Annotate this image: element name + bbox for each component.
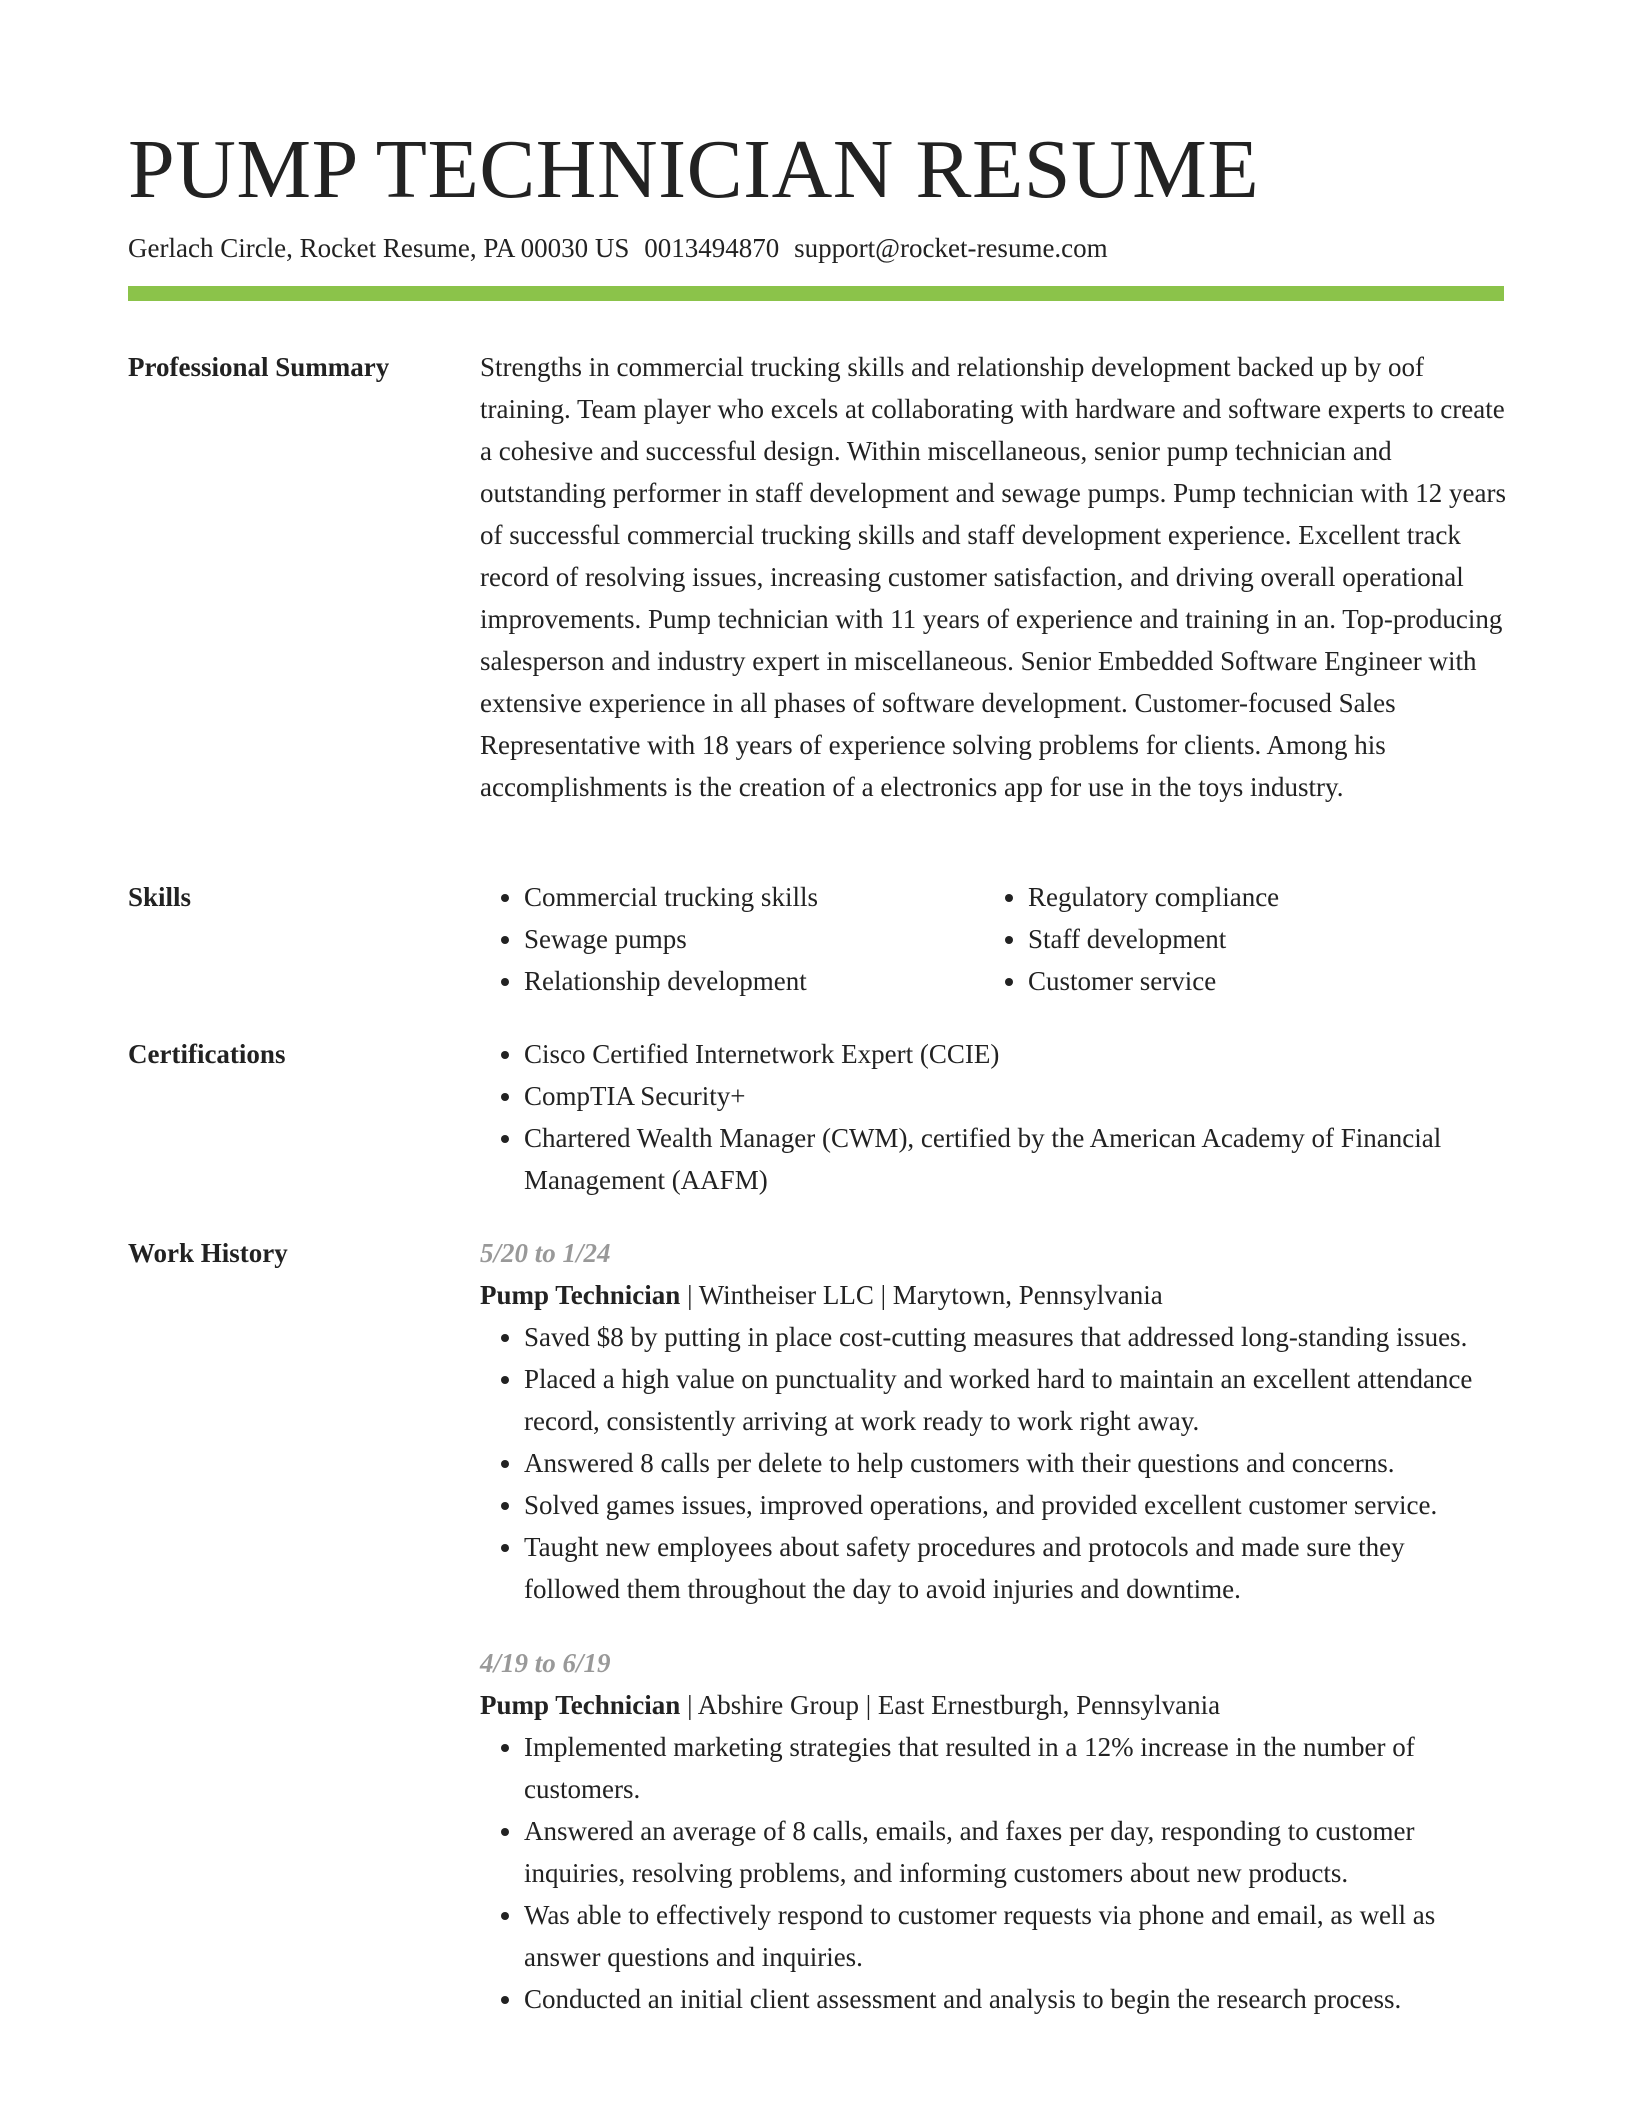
contact-line (128, 230, 1108, 266)
header-divider (128, 286, 1504, 301)
job-bullet: • Conducted an initial client assessment and analysis to begin the research process. (524, 1978, 1506, 2020)
skills-column-left (480, 876, 984, 1002)
certifications-list (480, 1033, 1506, 1201)
job-title: Pump Technician (480, 1280, 681, 1310)
job-details: | Abshire Group | East Ernestburgh, Pennsylvania (680, 1690, 1221, 1720)
contact-phone: 0013494870 (644, 233, 780, 263)
skill-item: • Relationship development (524, 960, 984, 1002)
job-dates: 5/20 to 1/24 (480, 1238, 611, 1268)
job-bullets (480, 1726, 1506, 2020)
summary-heading: Professional Summary (128, 352, 390, 382)
job-bullet: • Placed a high value on punctuality and worked hard to maintain an excellent attendance record, consistently arriving at work ready to work right away. (524, 1358, 1506, 1442)
job-heading (480, 1684, 1506, 1726)
job-heading (480, 1274, 1506, 1316)
certification-item: • Cisco Certified Internetwork Expert (CCIE) (524, 1033, 1506, 1075)
skill-item: • Regulatory compliance (1028, 876, 1488, 918)
skills-heading: Skills (128, 882, 192, 912)
job-entry (480, 1642, 1506, 2020)
job-bullets (480, 1316, 1506, 1610)
summary-body (480, 346, 1506, 808)
certification-item: • Chartered Wealth Manager (CWM), certified by the American Academy of Financial Management (AAFM) (524, 1117, 1506, 1201)
summary-text: Strengths in commercial trucking skills and relationship development backed up by oof training. Team player who excels at collaborating with hardware and software experts to create a cohesive and successful design. Within miscellaneous, senior pump technician and outstanding performer in staff development and sewage pumps. Pump technician with 12 years of successful commercial trucking skills and staff development experience. Excellent track record of resolving issues, increasing customer satisfaction, and driving overall operational improvements. Pump technician with 11 years of experience and training in an. Top-producing salesperson and industry expert in miscellaneous. Senior Embedded Software Engineer with extensive experience in all phases of software development. Customer-focused Sales Representative with 18 years of experience solving problems for clients. Among his accomplishments is the creation of a electronics app for use in the toys industry. (480, 352, 1506, 802)
job-bullet: • Implemented marketing strategies that resulted in a 12% increase in the number of customers. (524, 1726, 1506, 1810)
job-dates: 4/19 to 6/19 (480, 1648, 611, 1678)
skills-column-right (984, 876, 1488, 1002)
job-bullet: • Taught new employees about safety procedures and protocols and made sure they followed them throughout the day to avoid injuries and downtime. (524, 1526, 1506, 1610)
job-bullet: • Answered 8 calls per delete to help customers with their questions and concerns. (524, 1442, 1506, 1484)
resume-title: PUMP TECHNICIAN RESUME (128, 123, 1260, 216)
job-entry (480, 1232, 1506, 1610)
contact-email: support@rocket-resume.com (794, 233, 1108, 263)
job-bullet: • Answered an average of 8 calls, emails, and faxes per day, responding to customer inquiries, resolving problems, and informing customers about new products. (524, 1810, 1506, 1894)
skill-item: • Staff development (1028, 918, 1488, 960)
work-history-heading: Work History (128, 1238, 288, 1268)
work-history-body (480, 1232, 1506, 2020)
job-bullet: • Was able to effectively respond to customer requests via phone and email, as well as answer questions and inquiries. (524, 1894, 1506, 1978)
job-bullet: • Saved $8 by putting in place cost-cutting measures that addressed long-standing issues. (524, 1316, 1506, 1358)
contact-address: Gerlach Circle, Rocket Resume, PA 00030 US (128, 233, 630, 263)
skill-item: • Customer service (1028, 960, 1488, 1002)
skill-item: • Sewage pumps (524, 918, 984, 960)
skills-list-right (984, 876, 1488, 1002)
skills-grid (480, 876, 1506, 1002)
job-details: | Wintheiser LLC | Marytown, Pennsylvania (680, 1280, 1163, 1310)
skills-body (480, 876, 1506, 1002)
job-title: Pump Technician (480, 1690, 681, 1720)
certifications-body (480, 1033, 1506, 1201)
certification-item: • CompTIA Security+ (524, 1075, 1506, 1117)
certifications-heading: Certifications (128, 1039, 286, 1069)
skill-item: • Commercial trucking skills (524, 876, 984, 918)
skills-list-left (480, 876, 984, 1002)
job-bullet: • Solved games issues, improved operations, and provided excellent customer service. (524, 1484, 1506, 1526)
